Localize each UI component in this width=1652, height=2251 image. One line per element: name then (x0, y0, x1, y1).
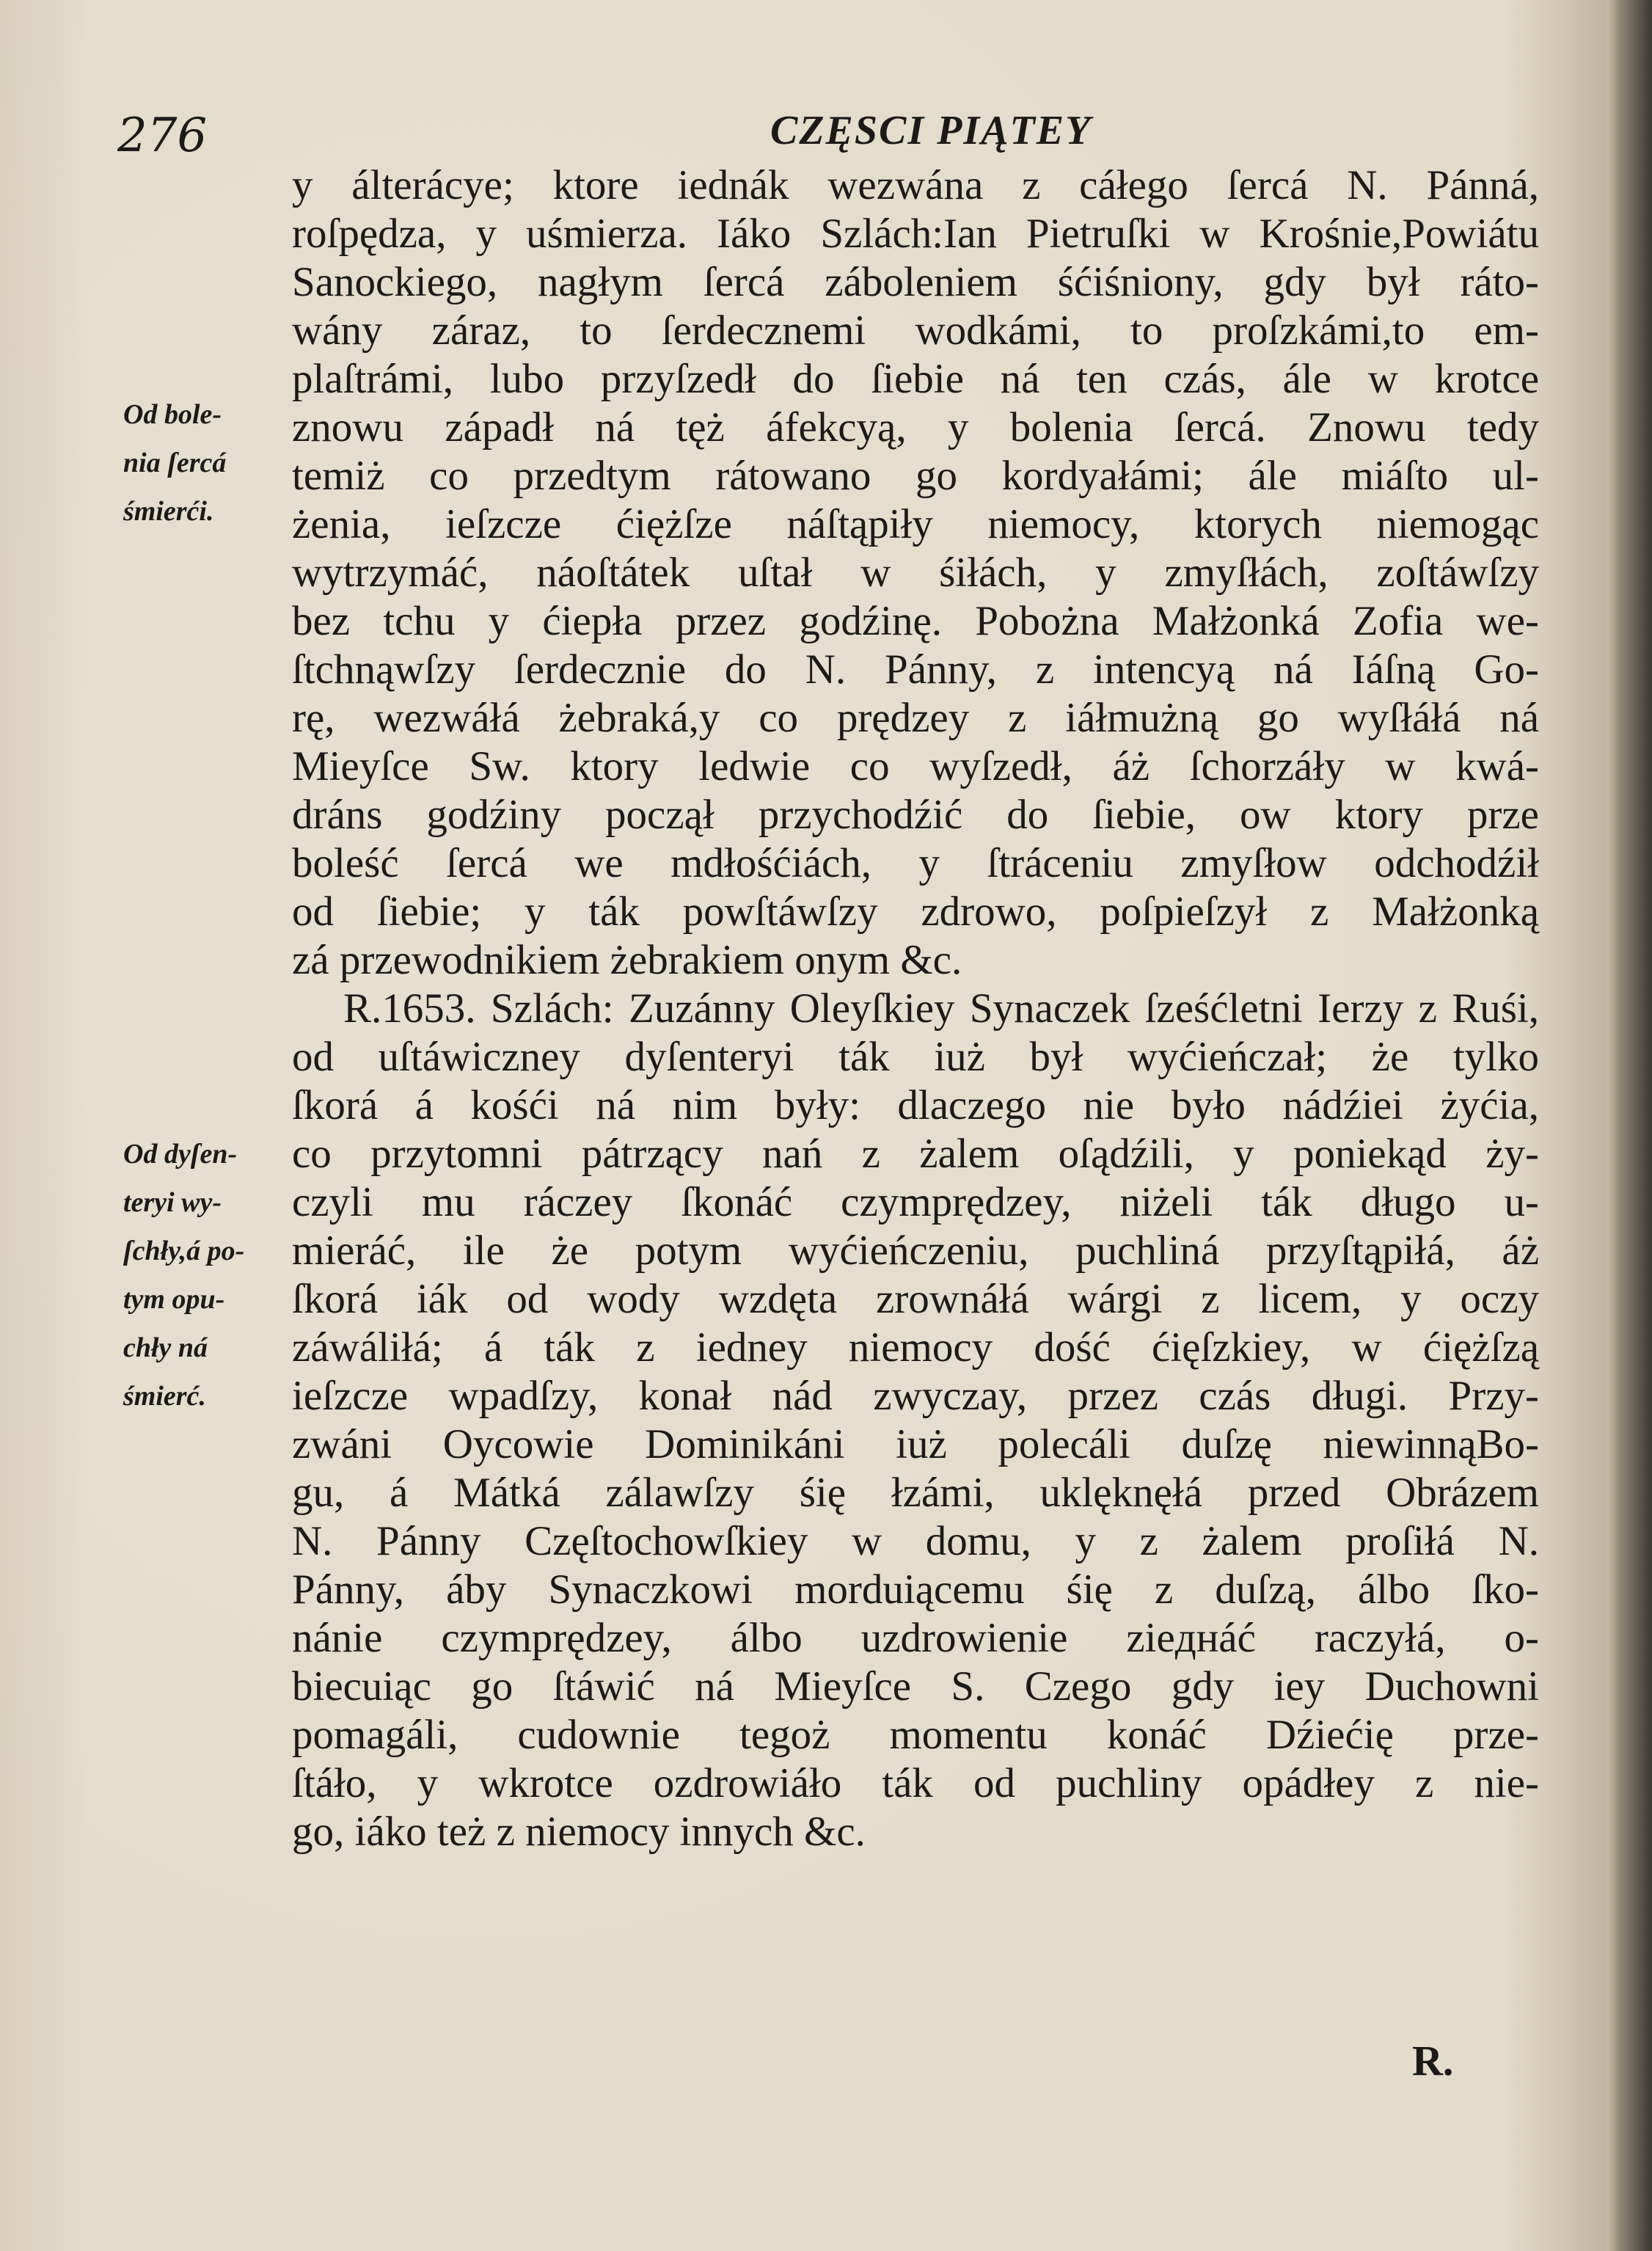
text-line: znowu západł ná tęż áfekcyą, y bolenia ſercá. Znowu tedy (292, 404, 1539, 450)
paragraph (292, 161, 1539, 985)
text-line: roſpędza, y uśmierza. Iáko Szlách:Ian Pietruſki w Krośnie,Powiátu (292, 211, 1539, 257)
page-number: 276 (117, 109, 208, 163)
text-line: Pánny, áby Synaczkowi morduiącemu śię z duſzą, álbo ſko- (292, 1566, 1539, 1613)
text-line: Mieyſce Sw. ktory ledwie co wyſzedł, áż ſchorzáły w kwá- (292, 743, 1539, 789)
text-line: pomagáli, cudownie tegoż momentu konáć Dźiećię prze- (292, 1712, 1539, 1758)
margin-note-line: chły ná (123, 1332, 208, 1363)
text-line: wytrzymáć, náoſtátek uſtał w śiłách, y zmyſłách, zoſtáwſzy (292, 550, 1539, 596)
text-line: ſkorá á kośći ná nim były: dlaczego nie było nádźiei żyćia, (292, 1082, 1539, 1128)
margin-note-line: teryi wy- (123, 1187, 222, 1218)
paragraph (292, 985, 1539, 1856)
margin-note-line: nia ſercá (123, 448, 227, 478)
text-line: Sanockiego, nagłym ſercá záboleniem śćiśniony, gdy był ráto- (292, 259, 1539, 305)
text-line: nánie czymprędzey, álbo uzdrowienie zieднáć raczyłá, o- (292, 1615, 1539, 1661)
margin-note-line: ſchły,á po- (123, 1236, 245, 1266)
margin-note-line: śmierć. (123, 1381, 206, 1412)
text-line: wány záraz, to ſerdecznemi wodkámi, to proſzkámi,to em- (292, 307, 1539, 354)
running-head: CZĘSCI PIĄTEY (770, 108, 1092, 153)
text-line: bez tchu y ćiepła przez godźinę. Pobożna Małżonká Zofia we- (292, 598, 1539, 644)
text-line: od uſtáwiczney dyſenteryi ták iuż był wyćieńczał; że tylko (292, 1034, 1539, 1080)
text-line: plaſtrámi, lubo przyſzedł do ſiebie ná ten czás, ále w krotce (292, 356, 1539, 402)
text-line: zá przewodnikiem żebrakiem onym &c. (292, 937, 962, 983)
body-text (292, 161, 1539, 1856)
margin-note-dysentery (123, 1130, 292, 1420)
book-gutter (1607, 0, 1652, 2251)
text-line: go, iáko też z niemocy innych &c. (292, 1809, 866, 1855)
text-line: żenia, ieſzcze ćiężſze náſtąpiły niemocy, ktorych niemogąc (292, 501, 1539, 547)
margin-note-line: tym opu- (123, 1284, 225, 1315)
margin-note-line: Od bole- (123, 399, 222, 430)
text-line: rę, wezwáłá żebraká,y co prędzey z iáłmużną go wyſłáłá ná (292, 695, 1539, 741)
text-line: y álterácye; ktore iednák wezwána z cáłego ſercá N. Pánná, (292, 162, 1539, 208)
margin-note-line: Od dyſen- (123, 1139, 238, 1170)
text-line: mieráć, ile że potym wyćieńczeniu, puchliná przyſtąpiłá, áż (292, 1227, 1539, 1274)
text-line: biecuiąc go ſtáwić ná Mieyſce S. Czego gdy iey Duchowni (292, 1663, 1539, 1710)
catchword: R. (1412, 2037, 1454, 2084)
text-line: ieſzcze wpadſzy, konał nád zwyczay, przez czás długi. Przy- (292, 1373, 1539, 1419)
text-line: ſtchnąwſzy ſerdecznie do N. Pánny, z intencyą ná Iáſną Go- (292, 646, 1539, 693)
text-line: N. Pánny Częſtochowſkiey w domu, y z żalem proſiłá N. (292, 1518, 1539, 1564)
text-line: ſtáło, y wkrotce ozdrowiáło ták od puchliny opádłey z nie- (292, 1760, 1539, 1806)
text-line: dráns godźiny począł przychodźić do ſiebie, ow ktory prze (292, 792, 1539, 838)
text-line: ſkorá iák od wody wzdęta zrownáłá wárgi z licem, y oczy (292, 1276, 1539, 1322)
text-line: gu, á Mátká zálawſzy śię łzámi, uklęknęłá przed Obrázem (292, 1470, 1539, 1516)
text-line: temiż co przedtym rátowano go kordyałámi; ále miáſto ul- (292, 453, 1539, 499)
text-line: zwáni Oycowie Dominikáni iuż polecáli duſzę niewinnąBo- (292, 1421, 1539, 1467)
margin-note-line: śmierći. (123, 496, 214, 527)
text-line: od ſiebie; y ták powſtáwſzy zdrowo, poſpieſzył z Małżonką (292, 889, 1539, 935)
text-line: czyli mu ráczey ſkonáć czymprędzey, niżeli ták długo u- (292, 1179, 1539, 1225)
text-line: boleść ſercá we mdłośćiách, y ſtráceniu zmyſłow odchodźił (292, 840, 1539, 886)
text-line: R.1653. Szlách: Zuzánny Oleyſkiey Synaczek ſześćletni Ierzy z Ruśi, (343, 985, 1539, 1032)
text-line: co przytomni pátrzący nań z żalem oſądźili, y poniekąd ży- (292, 1131, 1539, 1177)
text-line: záwáliłá; á ták z iedney niemocy dość ćięſzkiey, w ćiężſzą (292, 1324, 1539, 1371)
margin-note-heart-illness (123, 390, 292, 536)
